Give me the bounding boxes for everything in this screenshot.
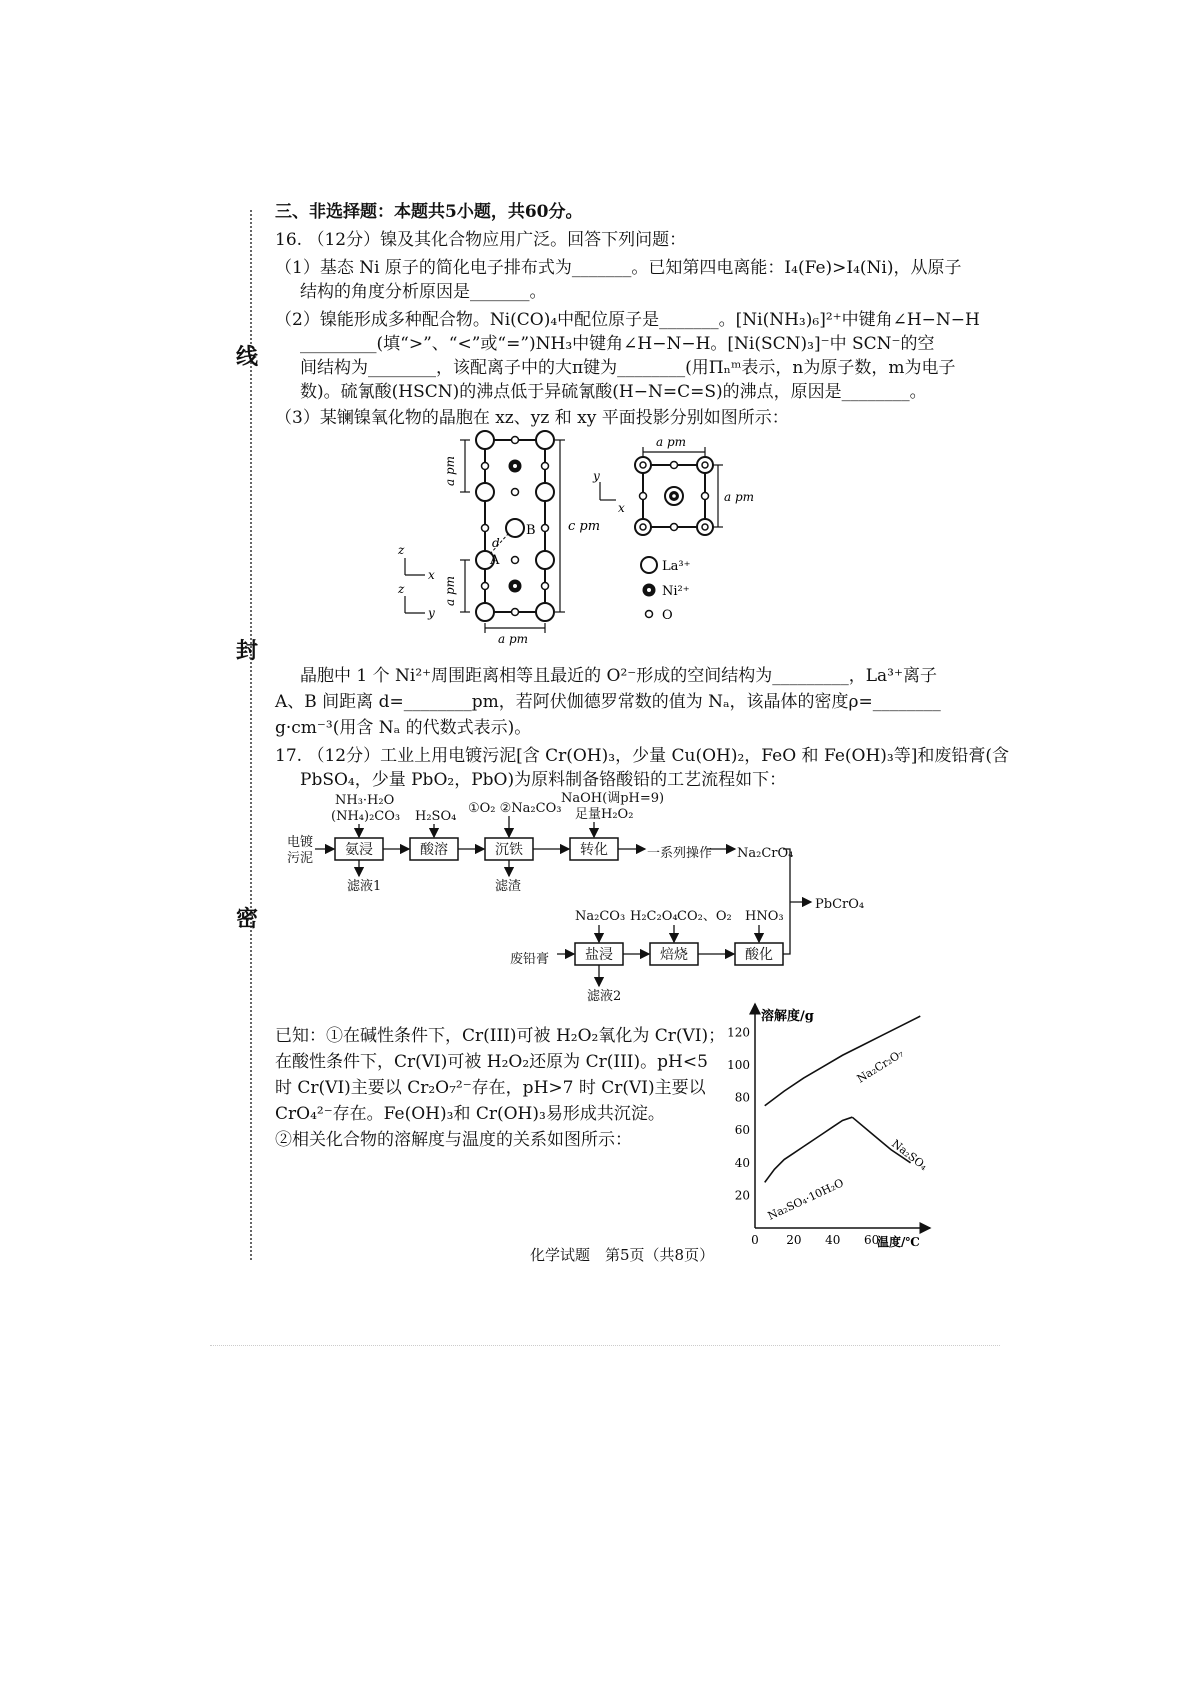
y-tick-label: 100 xyxy=(727,1058,750,1073)
q16-part2-line1: （2）镍能形成多种配合物。Ni(CO)₄中配位原子是_______。[Ni(NH₃)₆]²⁺中键角∠H−N−H xyxy=(275,310,980,330)
atom-A-label: A xyxy=(490,553,500,568)
legend-la-label: La³⁺ xyxy=(662,559,691,574)
flow-reagent5: Na₂CO₃ xyxy=(575,909,626,924)
q17-intro-line2: PbSO₄，少量 PbO₂，PbO)为原料制备铬酸铅的工艺流程如下： xyxy=(300,770,787,790)
flow-out5: 滤液2 xyxy=(587,989,622,1004)
flow-reagent4-a: NaOH(调pH=9) xyxy=(561,791,665,806)
crystal-projection-diagram xyxy=(390,430,770,650)
q16-intro: 16. （12分）镍及其化合物应用广泛。回答下列问题： xyxy=(275,230,687,250)
q16-part3: （3）某镧镍氧化物的晶胞在 xz、yz 和 xy 平面投影分别如图所示： xyxy=(275,408,789,428)
c-pm-label: c pm xyxy=(568,519,601,534)
series-label-na2cr2o7: Na₂Cr₂O₇ xyxy=(854,1046,906,1086)
q16-part1-line2: 结构的角度分析原因是_______。 xyxy=(300,282,547,302)
flow-box7-label: 酸化 xyxy=(745,947,773,963)
flow-reagent6: H₂C₂O₄ xyxy=(630,909,678,924)
q16-part2-line2: _________(填“>”、“<”或“=”)NH₃中键角∠H−N−H。[Ni(SCN)₃]⁻中 SCN⁻的空 xyxy=(300,334,935,354)
axis-z2: z xyxy=(398,582,405,596)
flow-reagent3: ①O₂ ②Na₂CO₃ xyxy=(468,801,562,816)
x-tick-label: 0 xyxy=(751,1233,759,1247)
q17-intro-line1: 17. （12分）工业上用电镀污泥[含 Cr(OH)₃，少量 Cu(OH)₂，FeO 和 Fe(OH)₃等]和废铅膏(含 xyxy=(275,746,1009,766)
flow-box5-label: 盐浸 xyxy=(585,947,613,963)
x-tick-label: 40 xyxy=(825,1233,841,1247)
flow-box2-label: 酸溶 xyxy=(420,842,448,858)
y-tick-label: 60 xyxy=(734,1123,750,1138)
flow-start2: 废铅膏 xyxy=(510,952,550,967)
q16-part2-line3: 间结构为________，该配离子中的大π键为________(用Πₙᵐ表示，n为原子数，m为电子 xyxy=(300,358,956,378)
x-tick-label: 60 xyxy=(864,1233,880,1247)
xy-a-pm-top: a pm xyxy=(656,435,687,449)
flow-reagent2: H₂SO₄ xyxy=(415,809,457,824)
y-tick-label: 20 xyxy=(734,1188,750,1203)
distance-d-label: d xyxy=(492,536,500,550)
flow-reagent6b: CO₂、O₂ xyxy=(677,909,732,924)
y-tick-label: 80 xyxy=(734,1090,750,1105)
xy-a-pm-side: a pm xyxy=(724,490,755,504)
legend-la-symbol xyxy=(641,557,657,573)
margin-label-mi: 密 xyxy=(236,906,259,932)
q16-after-line3: g·cm⁻³(用含 Nₐ 的代数式表示)。 xyxy=(275,718,532,738)
q17-known-3: 时 Cr(VI)主要以 Cr₂O₇²⁻存在，pH>7 时 Cr(VI)主要以 xyxy=(275,1078,706,1098)
flow-box4-label: 转化 xyxy=(580,842,608,858)
flow-reagent4-b: 足量H₂O₂ xyxy=(575,807,634,822)
chart-xlabel: 温度/℃ xyxy=(877,1235,920,1249)
flow-final-product: PbCrO₄ xyxy=(815,897,865,912)
section-header: 三、非选择题：本题共5小题，共60分。 xyxy=(275,202,583,222)
q16-after-line1: 晶胞中 1 个 Ni²⁺周围距离相等且最近的 O²⁻形成的空间结构为_________，La³⁺离子 xyxy=(300,666,937,686)
chart-ylabel: 溶解度/g xyxy=(761,1009,814,1024)
legend-o-label: O xyxy=(662,608,673,623)
page-footer: 化学试题 第5页（共8页） xyxy=(530,1246,715,1264)
axis-x2: x xyxy=(618,501,625,515)
a-pm-label-top: a pm xyxy=(443,455,457,486)
series-line-1 xyxy=(765,1117,853,1182)
legend-ni-label: Ni²⁺ xyxy=(662,584,690,599)
flow-start-1: 电镀 xyxy=(287,835,314,850)
a-pm-label-base: a pm xyxy=(498,632,529,646)
y-tick-label: 40 xyxy=(734,1155,750,1170)
flow-box3-label: 沉铁 xyxy=(495,842,523,858)
axis-y1: y xyxy=(428,606,435,620)
q17-known-5: ②相关化合物的溶解度与温度的关系如图所示： xyxy=(275,1130,632,1150)
process-flowchart xyxy=(285,790,895,1015)
margin-label-feng: 封 xyxy=(236,638,259,664)
q17-known-4: CrO₄²⁻存在。Fe(OH)₃和 Cr(OH)₃易形成共沉淀。 xyxy=(275,1104,665,1124)
a-pm-label-bottom: a pm xyxy=(443,575,457,606)
bottom-rule xyxy=(210,1345,1000,1346)
x-tick-label: 20 xyxy=(786,1233,802,1247)
axis-x1: x xyxy=(428,568,435,582)
q16-part2-line4: 数)。硫氰酸(HSCN)的沸点低于异硫氰酸(H−N=C=S)的沸点，原因是________。 xyxy=(300,382,927,402)
q17-known-2: 在酸性条件下，Cr(VI)可被 H₂O₂还原为 Cr(III)。pH<5 xyxy=(275,1052,708,1072)
flow-reagent1-a: NH₃·H₂O xyxy=(335,793,395,808)
flow-out1: 滤液1 xyxy=(347,879,382,894)
y-tick-label: 120 xyxy=(727,1025,750,1040)
q17-known-1: 已知：①在碱性条件下，Cr(III)可被 H₂O₂氧化为 Cr(VI)； xyxy=(275,1026,726,1046)
legend-o-symbol xyxy=(646,611,653,618)
flow-series-op: 一系列操作 xyxy=(647,846,713,861)
series-label-na2so4-10h2o: Na₂SO₄·10H₂O xyxy=(765,1176,846,1223)
q16-part1-line1: （1）基态 Ni 原子的简化电子排布式为_______。已知第四电离能：I₄(Fe)>I₄(Ni)，从原子 xyxy=(275,258,962,278)
flow-out3: 滤渣 xyxy=(495,879,522,894)
flow-reagent1-b: (NH₄)₂CO₃ xyxy=(331,809,401,824)
solubility-chart xyxy=(715,990,940,1250)
flow-product-na2cro4: Na₂CrO₄ xyxy=(737,846,794,861)
series-label-na2so4: Na₂SO₄ xyxy=(889,1137,930,1173)
axis-y2: y xyxy=(593,469,600,483)
axis-z1: z xyxy=(398,543,405,557)
margin-label-xian: 线 xyxy=(236,344,259,370)
flow-reagent7: HNO₃ xyxy=(745,909,784,924)
atom-B-label: B xyxy=(526,523,536,538)
flow-box1-label: 氨浸 xyxy=(345,842,373,858)
flow-box6-label: 焙烧 xyxy=(660,947,688,963)
q16-after-line2: A、B 间距离 d=________pm，若阿伏伽德罗常数的值为 Nₐ，该晶体的密度ρ=________ xyxy=(275,692,941,712)
flow-start-2: 污泥 xyxy=(287,851,314,866)
